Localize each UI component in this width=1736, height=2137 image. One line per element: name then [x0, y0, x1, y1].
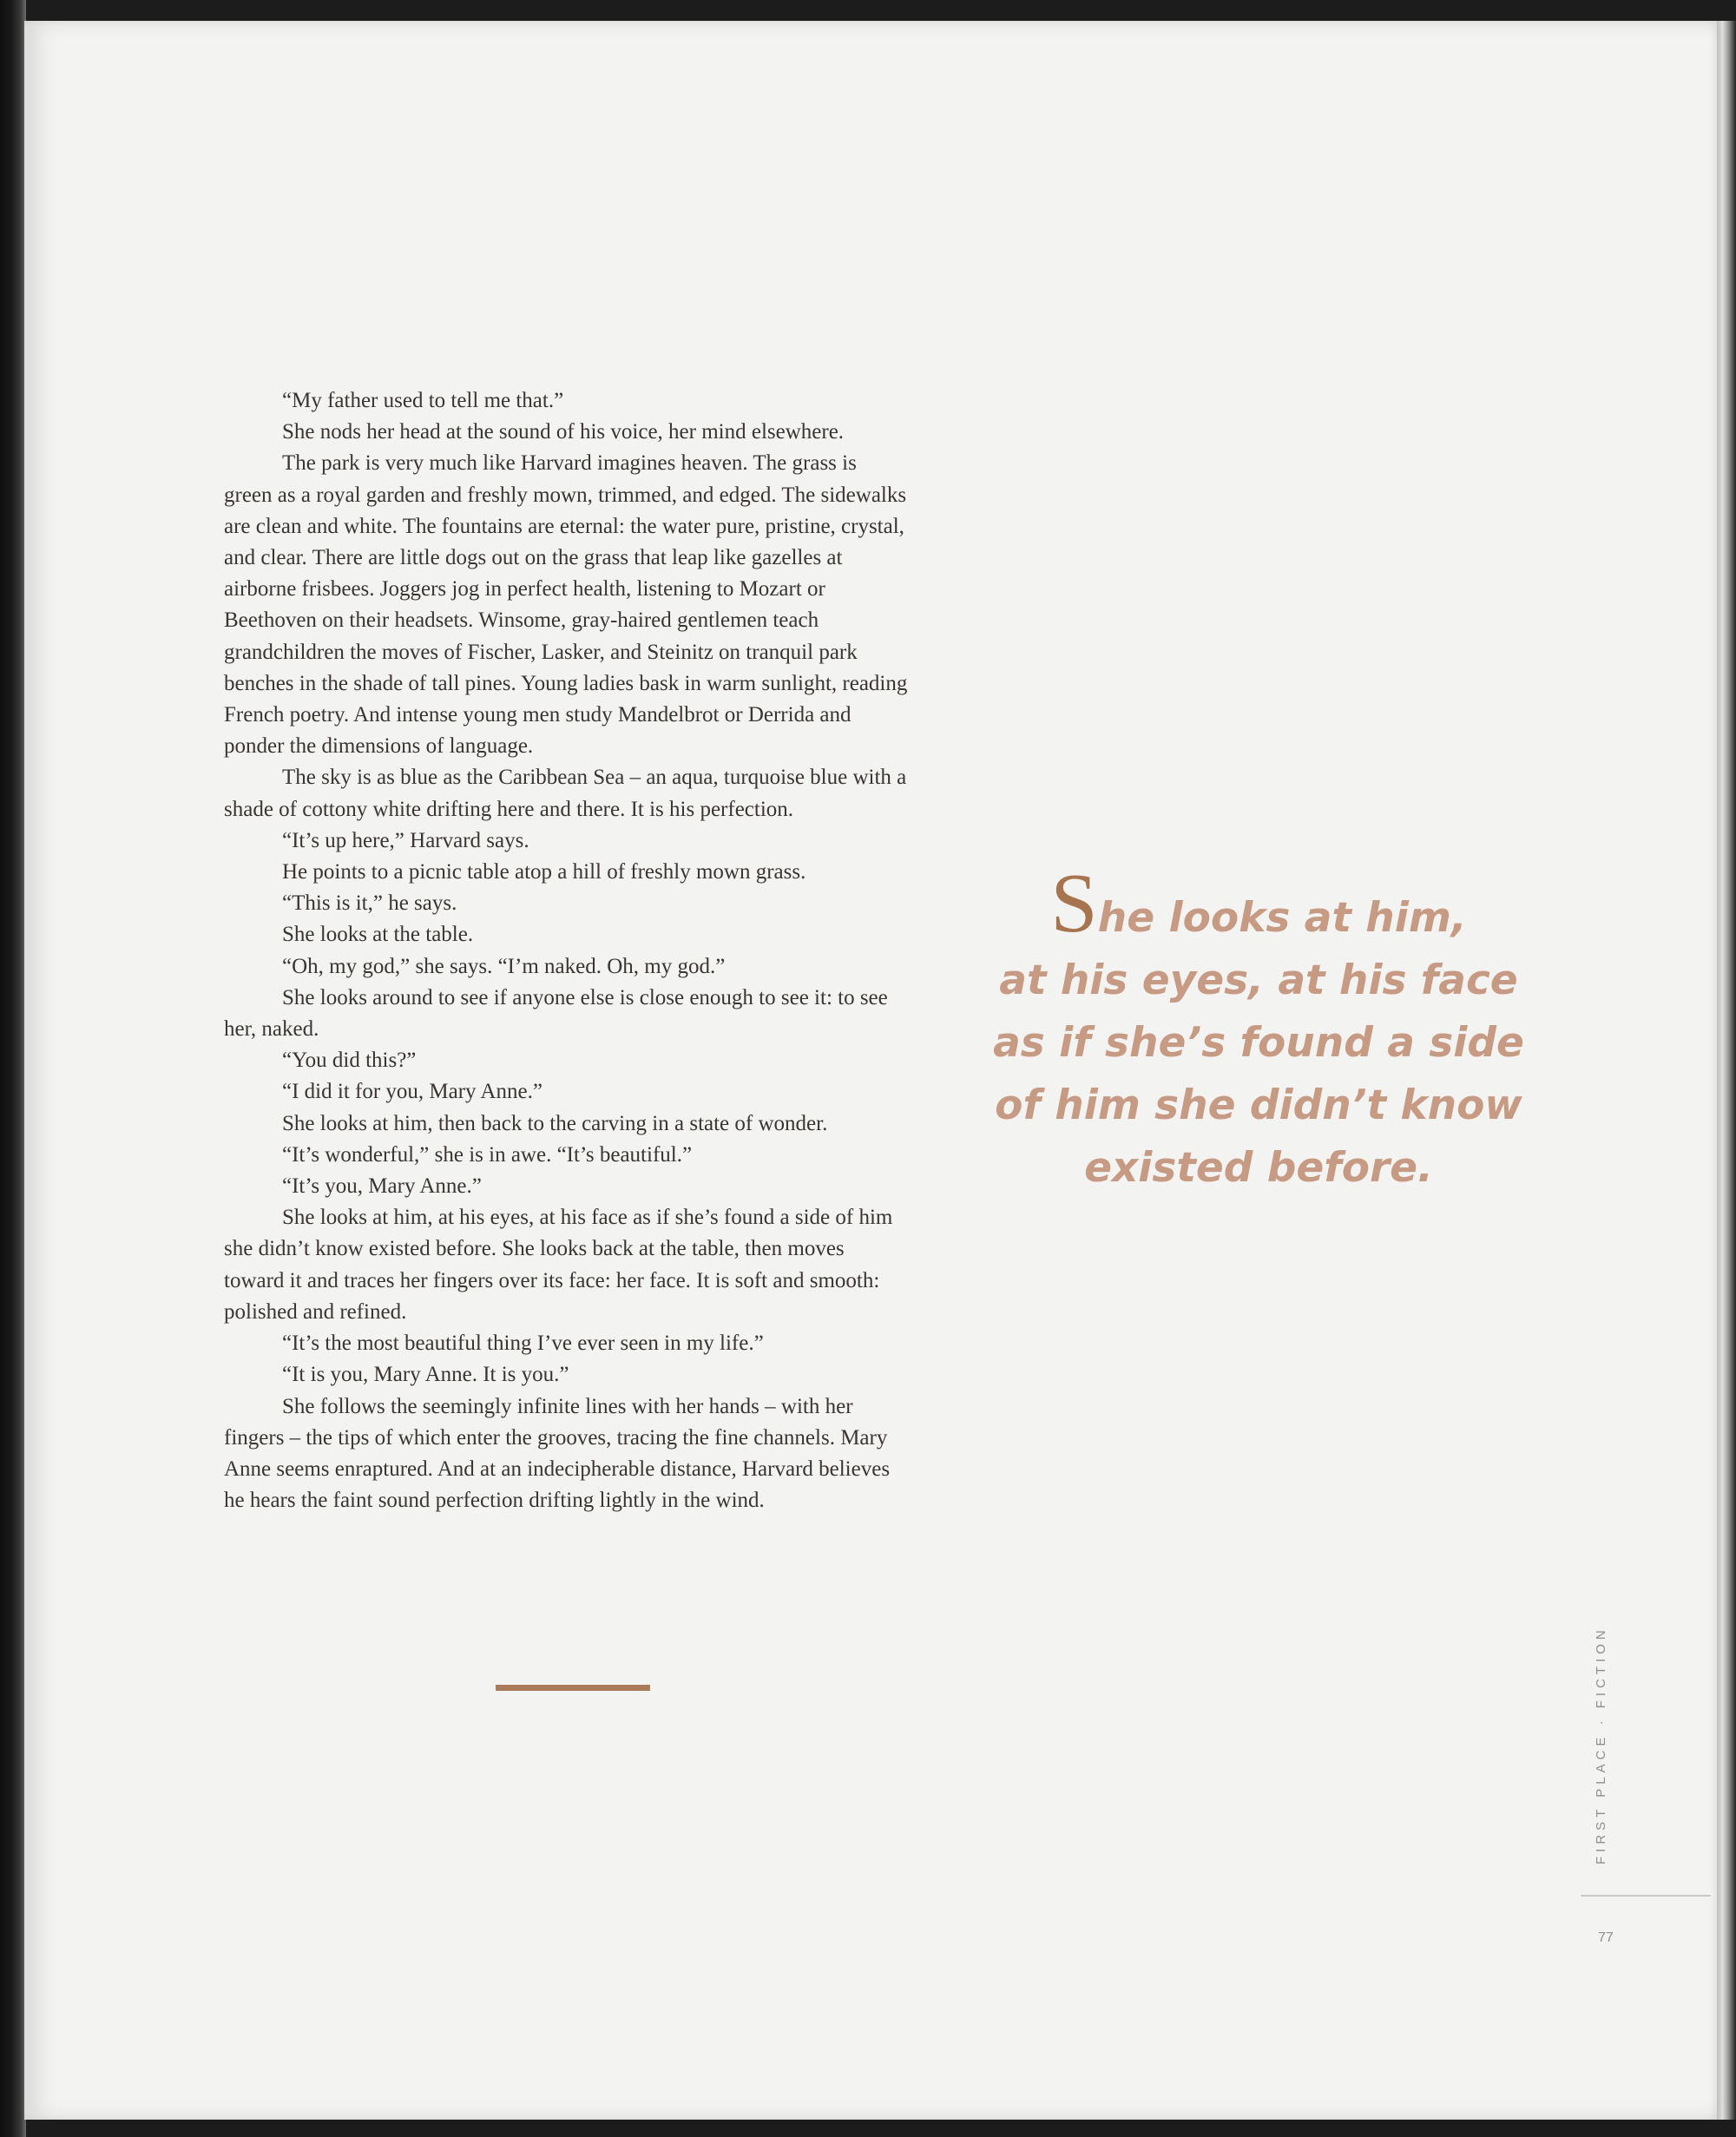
book-spine-shadow	[0, 0, 26, 2137]
story-paragraph: “Oh, my god,” she says. “I’m naked. Oh, my god.”	[282, 954, 726, 978]
story-paragraph: “It’s you, Mary Anne.”	[282, 1174, 482, 1199]
story-paragraph: He points to a picnic table atop a hill of freshly mown grass.	[282, 860, 806, 884]
story-paragraph: She looks around to see if anyone else is close enough to see it: to see her, naked.	[224, 985, 888, 1042]
story-paragraph: “My father used to tell me that.”	[282, 389, 564, 412]
pullquote-text: he looks at him,	[1097, 894, 1467, 942]
end-of-story-rule	[496, 1685, 650, 1691]
story-paragraph: “It’s wonderful,” she is in awe. “It’s beautiful.”	[282, 1142, 693, 1167]
page-number: 77	[1598, 1930, 1614, 1945]
story-paragraph: She looks at the table.	[282, 923, 474, 947]
story-body-text	[224, 385, 910, 1516]
story-paragraph: She looks at him, at his eyes, at his face as if she’s found a side of him she didn’t know existed before. She looks back at the table, then moves toward it and traces her fingers over its face: her face. It is soft and smooth: polished and refined.	[224, 1206, 893, 1324]
story-paragraph: The park is very much like Harvard imagines heaven. The grass is green as a royal garden and freshly mown, trimmed, and edged. The sidewalks are clean and white. The fountains are eternal: the water pure, pristine, crystal, and clear. There are little dogs out on the grass that leap like gazelles at airborne frisbees. Joggers jog in perfect health, listening to Mozart or Beethoven on their headsets. Winsome, gray-haired gentlemen teach grandchildren the moves of Fischer, Lasker, and Steinitz on tranquil park benches in the shade of tall pines. Young ladies bask in warm sunlight, reading French poetry. And intense young men study Mandelbrot or Derrida and ponder the dimensions of language.	[224, 451, 908, 759]
story-paragraph: “I did it for you, Mary Anne.”	[282, 1080, 542, 1104]
pullquote-dropcap: S	[1050, 857, 1098, 950]
pullquote-line-4: of him she didn’t know	[995, 1082, 1522, 1129]
pullquote-line-1	[981, 857, 1536, 950]
pullquote	[981, 857, 1536, 1200]
pullquote-line-5: existed before.	[1084, 1144, 1433, 1192]
page-edge	[1717, 21, 1736, 2120]
story-paragraph: “You did this?”	[282, 1049, 417, 1073]
pullquote-line-3: as if she’s found a side	[993, 1019, 1524, 1067]
pullquote-line-2: at his eyes, at his face	[999, 957, 1518, 1004]
story-paragraph: She follows the seemingly infinite lines with her hands – with her fingers – the tips of which enter the grooves, tracing the fine channels. Mary Anne seems enraptured. And at an indecipherable distance, Harvard believes he hears the faint sound perfection drifting lightly in the wind.	[224, 1394, 891, 1513]
section-label: FIRST PLACE · FICTION	[1594, 1626, 1608, 1864]
story-paragraph: “It’s up here,” Harvard says.	[282, 828, 529, 852]
story-paragraph: The sky is as blue as the Caribbean Sea – an aqua, turquoise blue with a shade of cottony white drifting here and there. It is his perfection.	[224, 766, 907, 821]
story-paragraph: “This is it,” he says.	[282, 891, 457, 916]
story-paragraph: “It is you, Mary Anne. It is you.”	[282, 1363, 569, 1387]
story-paragraph: She looks at him, then back to the carving in a state of wonder.	[282, 1111, 828, 1135]
story-paragraph: She nods her head at the sound of his voice, her mind elsewhere.	[282, 420, 845, 444]
sidebar-rule	[1581, 1895, 1711, 1897]
story-paragraph: “It’s the most beautiful thing I’ve ever seen in my life.”	[282, 1332, 764, 1356]
